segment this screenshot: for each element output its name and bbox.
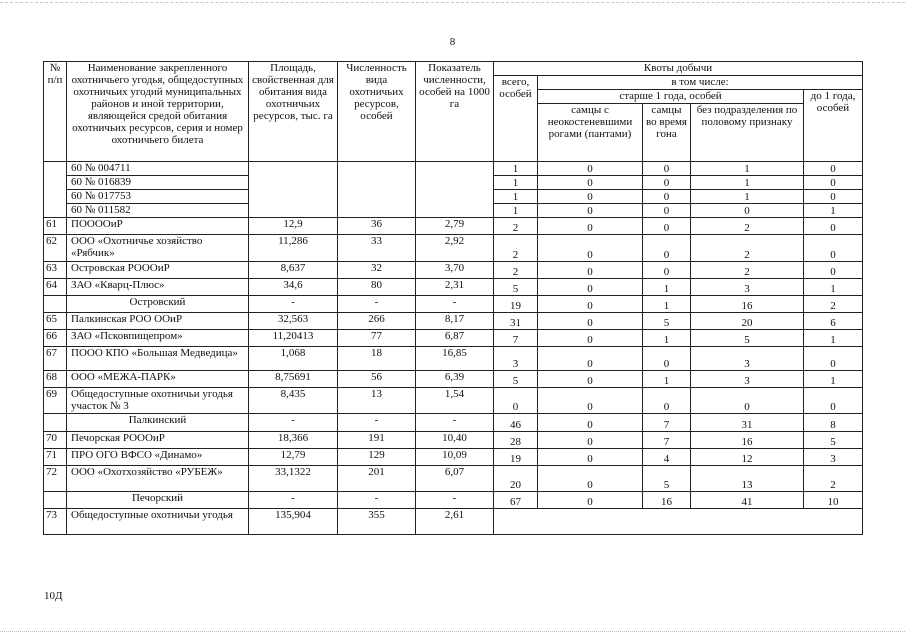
row-no-sex: 20 — [691, 313, 804, 330]
row-males-season: 5 — [643, 313, 691, 330]
row-no-sex: 31 — [691, 414, 804, 432]
row-males-antlers: 0 — [538, 279, 643, 296]
row-under-one: 0 — [804, 262, 863, 279]
row-males-season: 1 — [643, 296, 691, 313]
table-row — [44, 449, 863, 466]
row-under-one: 1 — [804, 204, 863, 218]
row-no-sex: 0 — [691, 388, 804, 414]
row-density: 1,54 — [416, 388, 494, 414]
scan-edge-top — [0, 2, 905, 3]
row-density: - — [416, 492, 494, 509]
table-row — [44, 330, 863, 347]
row-name: ООО «Охотничье хозяйство «Рябчик» — [67, 235, 249, 262]
row-males-antlers: 0 — [538, 492, 643, 509]
row-males-antlers: 0 — [538, 262, 643, 279]
header-total: всего, особей — [494, 76, 538, 162]
row-area: 33,1322 — [249, 466, 338, 492]
row-population: 56 — [338, 371, 416, 388]
row-males-antlers: 0 — [538, 432, 643, 449]
quota-body — [44, 162, 863, 535]
row-total: 2 — [494, 235, 538, 262]
table-row — [44, 235, 863, 262]
header-older: старше 1 года, особей — [538, 90, 804, 104]
row-males-season: 7 — [643, 432, 691, 449]
row-number — [44, 296, 67, 313]
row-name: Общедоступные охотничьи угодья участок № 3 — [67, 388, 249, 414]
header-population: Численность вида охотничьих ресурсов, особей — [338, 62, 416, 162]
row-area: 8,435 — [249, 388, 338, 414]
row-under-one: 8 — [804, 414, 863, 432]
row-name: ПООО КПО «Большая Медведица» — [67, 347, 249, 371]
row-density: - — [416, 414, 494, 432]
row-number-merged — [44, 162, 67, 218]
row-population: - — [338, 296, 416, 313]
row-no-sex: 0 — [691, 204, 804, 218]
row-area: 8,637 — [249, 262, 338, 279]
row-number: 72 — [44, 466, 67, 492]
row-population: 266 — [338, 313, 416, 330]
quota-table — [43, 61, 863, 535]
row-name: Палкинский — [67, 414, 249, 432]
row-number: 63 — [44, 262, 67, 279]
row-area: 12,9 — [249, 218, 338, 235]
row-under-one: 5 — [804, 432, 863, 449]
header-name: Наименование закрепленного охотничьего угодья, общедоступных охотничьих угодий муниципальных районов и иной территории, являющейся средой обитания охотничьих ресурсов, серия и номер охотничьего билета — [67, 62, 249, 162]
row-density: 2,61 — [416, 509, 494, 535]
row-name: ООО «Охотхозяйство «РУБЕЖ» — [67, 466, 249, 492]
header-area: Площадь, свойственная для обитания вида охотничьих ресурсов, тыс. га — [249, 62, 338, 162]
row-density: 2,92 — [416, 235, 494, 262]
row-density: 2,79 — [416, 218, 494, 235]
row-name: ПООООиР — [67, 218, 249, 235]
row-total: 1 — [494, 204, 538, 218]
row-density: 10,09 — [416, 449, 494, 466]
row-area-merged — [249, 162, 338, 218]
row-quota-empty — [494, 509, 863, 535]
row-under-one: 1 — [804, 371, 863, 388]
row-name: ЗАО «Псковпищепром» — [67, 330, 249, 347]
row-name: ЗАО «Кварц-Плюс» — [67, 279, 249, 296]
row-total: 19 — [494, 296, 538, 313]
row-males-season: 1 — [643, 330, 691, 347]
row-under-one: 0 — [804, 176, 863, 190]
row-population: 32 — [338, 262, 416, 279]
row-density: 16,85 — [416, 347, 494, 371]
row-total: 5 — [494, 279, 538, 296]
row-no-sex: 1 — [691, 162, 804, 176]
row-population: 18 — [338, 347, 416, 371]
row-males-season: 0 — [643, 347, 691, 371]
row-under-one: 1 — [804, 279, 863, 296]
row-population: 355 — [338, 509, 416, 535]
row-area: - — [249, 492, 338, 509]
header-quotas: Квоты добычи — [494, 62, 863, 76]
row-no-sex: 2 — [691, 218, 804, 235]
row-males-season: 5 — [643, 466, 691, 492]
row-area: 34,6 — [249, 279, 338, 296]
row-males-season: 0 — [643, 388, 691, 414]
row-name: Островский — [67, 296, 249, 313]
row-total: 0 — [494, 388, 538, 414]
row-total: 2 — [494, 262, 538, 279]
table-row — [44, 162, 863, 176]
header-density: Показатель численности, особей на 1000 га — [416, 62, 494, 162]
footer-mark: 10Д — [44, 590, 63, 602]
row-name: Палкинская РОО ООиР — [67, 313, 249, 330]
row-population: 13 — [338, 388, 416, 414]
row-no-sex: 3 — [691, 279, 804, 296]
row-total: 1 — [494, 176, 538, 190]
header-including: в том числе: — [538, 76, 863, 90]
row-number: 68 — [44, 371, 67, 388]
table-subtotal-row — [44, 296, 863, 313]
row-name: 60 № 016839 — [67, 176, 249, 190]
row-density: - — [416, 296, 494, 313]
table-row — [44, 509, 863, 535]
row-total: 28 — [494, 432, 538, 449]
row-number: 62 — [44, 235, 67, 262]
page-number: 8 — [449, 36, 456, 48]
row-area: - — [249, 296, 338, 313]
header-males-season: самцы во время гона — [643, 104, 691, 162]
row-total: 1 — [494, 190, 538, 204]
row-number: 67 — [44, 347, 67, 371]
row-under-one: 0 — [804, 162, 863, 176]
header-no-sex: без подразделения по половому признаку — [691, 104, 804, 162]
row-area: 18,366 — [249, 432, 338, 449]
row-area: 12,79 — [249, 449, 338, 466]
row-under-one: 2 — [804, 296, 863, 313]
row-under-one: 1 — [804, 330, 863, 347]
row-total: 2 — [494, 218, 538, 235]
row-density: 8,17 — [416, 313, 494, 330]
row-total: 20 — [494, 466, 538, 492]
row-population: 36 — [338, 218, 416, 235]
row-no-sex: 12 — [691, 449, 804, 466]
table-row — [44, 371, 863, 388]
row-population: 80 — [338, 279, 416, 296]
row-population: - — [338, 492, 416, 509]
row-area: 32,563 — [249, 313, 338, 330]
scan-edge-bottom — [0, 631, 905, 632]
row-number: 66 — [44, 330, 67, 347]
row-total: 67 — [494, 492, 538, 509]
row-density: 6,39 — [416, 371, 494, 388]
row-no-sex: 16 — [691, 296, 804, 313]
row-males-season: 0 — [643, 262, 691, 279]
row-males-antlers: 0 — [538, 313, 643, 330]
row-total: 31 — [494, 313, 538, 330]
row-name: 60 № 004711 — [67, 162, 249, 176]
row-no-sex: 2 — [691, 262, 804, 279]
row-area: 11,20413 — [249, 330, 338, 347]
table-row — [44, 262, 863, 279]
row-total: 5 — [494, 371, 538, 388]
row-males-season: 7 — [643, 414, 691, 432]
row-under-one: 3 — [804, 449, 863, 466]
row-name: 60 № 011582 — [67, 204, 249, 218]
row-under-one: 0 — [804, 190, 863, 204]
row-number: 69 — [44, 388, 67, 414]
row-area: 8,75691 — [249, 371, 338, 388]
table-subtotal-row — [44, 414, 863, 432]
row-area: 1,068 — [249, 347, 338, 371]
row-total: 19 — [494, 449, 538, 466]
row-density: 10,40 — [416, 432, 494, 449]
row-area: - — [249, 414, 338, 432]
row-males-season: 0 — [643, 162, 691, 176]
row-number: 65 — [44, 313, 67, 330]
row-males-season: 4 — [643, 449, 691, 466]
row-population: 191 — [338, 432, 416, 449]
row-population: 33 — [338, 235, 416, 262]
row-males-antlers: 0 — [538, 176, 643, 190]
row-males-season: 16 — [643, 492, 691, 509]
row-area: 11,286 — [249, 235, 338, 262]
row-males-antlers: 0 — [538, 235, 643, 262]
table-row — [44, 313, 863, 330]
row-males-season: 0 — [643, 204, 691, 218]
table-row — [44, 432, 863, 449]
header-males-antlers: самцы с неокостеневшими рогами (пантами) — [538, 104, 643, 162]
row-name: ПРО ОГО ВФСО «Динамо» — [67, 449, 249, 466]
row-density: 6,87 — [416, 330, 494, 347]
header-under-one: до 1 года, особей — [804, 90, 863, 162]
table-subtotal-row — [44, 492, 863, 509]
row-males-antlers: 0 — [538, 414, 643, 432]
row-total: 46 — [494, 414, 538, 432]
header-num: № п/п — [44, 62, 67, 162]
row-name: Печорский — [67, 492, 249, 509]
row-under-one: 0 — [804, 218, 863, 235]
row-total: 1 — [494, 162, 538, 176]
table-row — [44, 218, 863, 235]
row-no-sex: 1 — [691, 190, 804, 204]
row-no-sex: 16 — [691, 432, 804, 449]
row-males-antlers: 0 — [538, 296, 643, 313]
row-name: ООО «МЕЖА-ПАРК» — [67, 371, 249, 388]
row-density: 2,31 — [416, 279, 494, 296]
row-males-antlers: 0 — [538, 449, 643, 466]
table-row — [44, 347, 863, 371]
row-number: 73 — [44, 509, 67, 535]
row-males-antlers: 0 — [538, 347, 643, 371]
row-males-antlers: 0 — [538, 466, 643, 492]
row-number: 64 — [44, 279, 67, 296]
row-males-season: 0 — [643, 176, 691, 190]
row-under-one: 0 — [804, 347, 863, 371]
row-population: - — [338, 414, 416, 432]
row-no-sex: 41 — [691, 492, 804, 509]
row-population: 77 — [338, 330, 416, 347]
row-number: 61 — [44, 218, 67, 235]
row-under-one: 6 — [804, 313, 863, 330]
table-row — [44, 466, 863, 492]
row-under-one: 0 — [804, 235, 863, 262]
row-number: 70 — [44, 432, 67, 449]
row-males-season: 0 — [643, 235, 691, 262]
row-density: 6,07 — [416, 466, 494, 492]
row-name: Островская РОООиР — [67, 262, 249, 279]
row-population: 201 — [338, 466, 416, 492]
row-no-sex: 5 — [691, 330, 804, 347]
row-males-antlers: 0 — [538, 204, 643, 218]
row-total: 7 — [494, 330, 538, 347]
row-number — [44, 492, 67, 509]
row-population: 129 — [338, 449, 416, 466]
row-no-sex: 2 — [691, 235, 804, 262]
row-under-one: 2 — [804, 466, 863, 492]
row-males-antlers: 0 — [538, 162, 643, 176]
row-name: Печорская РОООиР — [67, 432, 249, 449]
row-males-antlers: 0 — [538, 190, 643, 204]
row-name: 60 № 017753 — [67, 190, 249, 204]
row-no-sex: 3 — [691, 371, 804, 388]
row-name: Общедоступные охотничьи угодья — [67, 509, 249, 535]
row-males-season: 0 — [643, 190, 691, 204]
row-males-antlers: 0 — [538, 330, 643, 347]
row-density: 3,70 — [416, 262, 494, 279]
row-no-sex: 13 — [691, 466, 804, 492]
row-no-sex: 1 — [691, 176, 804, 190]
row-no-sex: 3 — [691, 347, 804, 371]
row-density-merged — [416, 162, 494, 218]
row-males-season: 0 — [643, 218, 691, 235]
row-population-merged — [338, 162, 416, 218]
row-males-antlers: 0 — [538, 388, 643, 414]
row-males-antlers: 0 — [538, 371, 643, 388]
row-under-one: 10 — [804, 492, 863, 509]
row-total: 3 — [494, 347, 538, 371]
row-area: 135,904 — [249, 509, 338, 535]
row-number: 71 — [44, 449, 67, 466]
row-under-one: 0 — [804, 388, 863, 414]
row-males-season: 1 — [643, 371, 691, 388]
table-row — [44, 388, 863, 414]
row-number — [44, 414, 67, 432]
row-males-season: 1 — [643, 279, 691, 296]
table-row — [44, 279, 863, 296]
row-males-antlers: 0 — [538, 218, 643, 235]
